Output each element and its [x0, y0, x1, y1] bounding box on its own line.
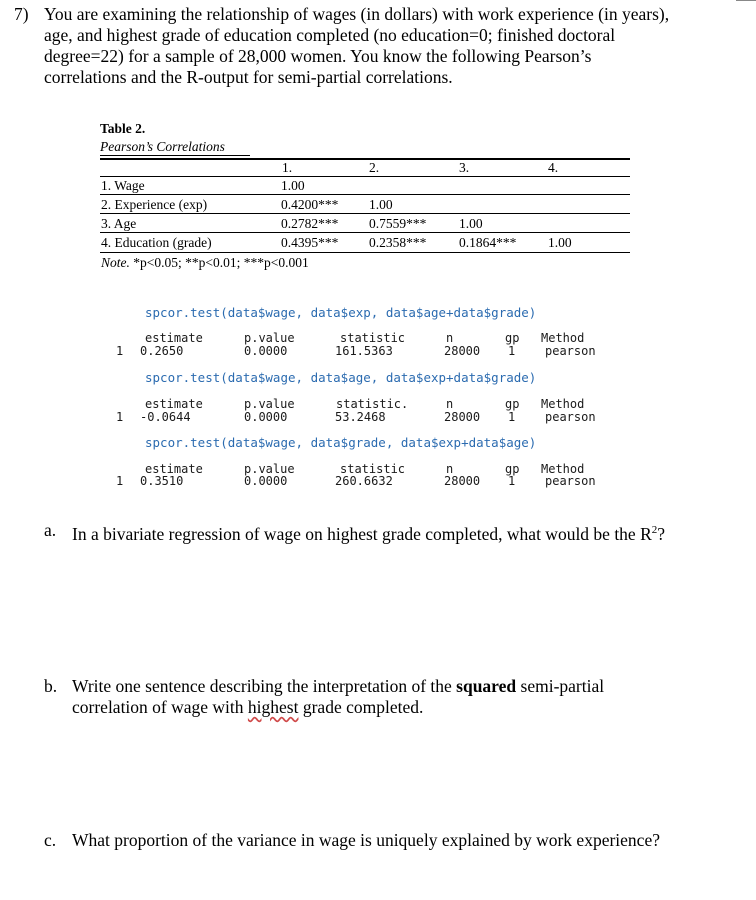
note-text: *p<0.05; **p<0.01; ***p<0.001	[129, 255, 309, 270]
part-b-line-1	[72, 676, 604, 697]
question-line-1: You are examining the relationship of wages (in dollars) with work experience (in years),	[44, 4, 670, 24]
r-value: 0.2650	[140, 344, 184, 358]
r-header: estimate	[145, 331, 203, 345]
col-header-1: 1.	[282, 160, 293, 175]
r-value: pearson	[545, 410, 596, 424]
r-header: gp	[505, 462, 520, 476]
table-cell: 1.00	[548, 235, 572, 250]
r-header: p.value	[244, 397, 295, 411]
table-cell: 0.4200***	[281, 197, 339, 212]
part-b-spellcheck-word: highest	[247, 697, 299, 717]
part-c-letter: c.	[44, 830, 57, 850]
r-row-index: 1	[116, 344, 124, 358]
row-rule	[100, 232, 630, 233]
r-command-3: spcor.test(data$wage, data$grade, data$exp+data$age)	[145, 435, 537, 450]
r-value: 28000	[444, 344, 481, 358]
question-line-3: degree=22) for a sample of 28,000 women. You know the following Pearson’s	[44, 46, 592, 66]
table-label: Table 2.	[100, 121, 146, 136]
part-b-letter: b.	[44, 676, 58, 696]
r-header: gp	[505, 331, 520, 345]
col-header-3: 3.	[459, 160, 470, 175]
r-header: Method	[541, 462, 585, 476]
r-row-index: 1	[116, 410, 124, 424]
r-header: estimate	[145, 397, 203, 411]
caption-rule	[100, 155, 250, 156]
table-row-label: 1. Wage	[101, 178, 145, 193]
part-b-bold-word: squared	[456, 676, 517, 696]
part-b-line2-post: grade completed.	[298, 697, 424, 717]
header-rule	[100, 176, 630, 177]
table-cell: 1.00	[369, 197, 393, 212]
r-value: 1	[508, 474, 516, 488]
table-note	[101, 255, 309, 271]
r-row-index: 1	[116, 474, 124, 488]
part-a-end: ?	[657, 523, 666, 544]
table-row-label: 4. Education (grade)	[101, 235, 212, 250]
part-b-line1-pre: Write one sentence describing the interpretation of the	[72, 676, 457, 696]
r-value: 1	[508, 344, 516, 358]
row-rule	[100, 194, 630, 195]
top-right-border-line	[736, 0, 756, 1]
table-cell: 0.7559***	[369, 216, 427, 231]
r-value: 0.0000	[244, 474, 288, 488]
r-value: 0.3510	[140, 474, 184, 488]
r-value: 28000	[444, 474, 481, 488]
r-value: 28000	[444, 410, 481, 424]
r-value: 0.0000	[244, 344, 288, 358]
table-bottom-rule	[100, 252, 630, 253]
r-value: 53.2468	[335, 410, 386, 424]
question-line-2: age, and highest grade of education completed (no education=0; finished doctoral	[44, 25, 616, 45]
part-a-body: In a bivariate regression of wage on highest grade completed, what would be the R	[72, 523, 652, 544]
table-row-label: 3. Age	[101, 216, 137, 231]
r-value: pearson	[545, 344, 596, 358]
part-b-line2-pre: correlation of wage with	[72, 697, 248, 717]
table-cell: 0.4395***	[281, 235, 339, 250]
r-header: p.value	[244, 331, 295, 345]
table-cell: 1.00	[459, 216, 483, 231]
r-header: n	[446, 331, 454, 345]
part-a-superscript: 2	[651, 524, 658, 536]
r-value: pearson	[545, 474, 596, 488]
col-header-4: 4.	[548, 160, 559, 175]
r-command-2: spcor.test(data$wage, data$age, data$exp+data$grade)	[145, 370, 537, 385]
r-header: gp	[505, 397, 520, 411]
question-line-4: correlations and the R-output for semi-partial correlations.	[44, 67, 453, 87]
r-header: Method	[541, 331, 585, 345]
part-b-line1-post: semi-partial	[516, 676, 605, 696]
table-cell: 0.2358***	[369, 235, 427, 250]
r-header: p.value	[244, 462, 295, 476]
r-command-1: spcor.test(data$wage, data$exp, data$age+data$grade)	[145, 305, 537, 320]
r-value: 0.0000	[244, 410, 288, 424]
part-c-text: What proportion of the variance in wage is uniquely explained by work experience?	[72, 830, 660, 850]
table-cell: 1.00	[281, 178, 305, 193]
r-header: Method	[541, 397, 585, 411]
col-header-2: 2.	[369, 160, 380, 175]
table-caption: Pearson’s Correlations	[100, 139, 225, 154]
r-value: 161.5363	[335, 344, 393, 358]
r-header: statistic	[340, 462, 406, 476]
r-header: statistic	[340, 331, 406, 345]
r-header: n	[446, 397, 454, 411]
table-cell: 0.1864***	[459, 235, 517, 250]
part-a-text	[72, 520, 665, 545]
r-value: -0.0644	[140, 410, 191, 424]
row-rule	[100, 213, 630, 214]
r-header: statistic.	[336, 397, 409, 411]
r-header: estimate	[145, 462, 203, 476]
part-a-letter: a.	[44, 520, 57, 540]
note-label: Note.	[101, 255, 130, 270]
question-number: 7)	[14, 4, 29, 24]
r-value: 1	[508, 410, 516, 424]
part-b-line-2	[72, 697, 423, 718]
table-row-label: 2. Experience (exp)	[101, 197, 208, 212]
r-value: 260.6632	[335, 474, 393, 488]
r-header: n	[446, 462, 454, 476]
table-cell: 0.2782***	[281, 216, 339, 231]
